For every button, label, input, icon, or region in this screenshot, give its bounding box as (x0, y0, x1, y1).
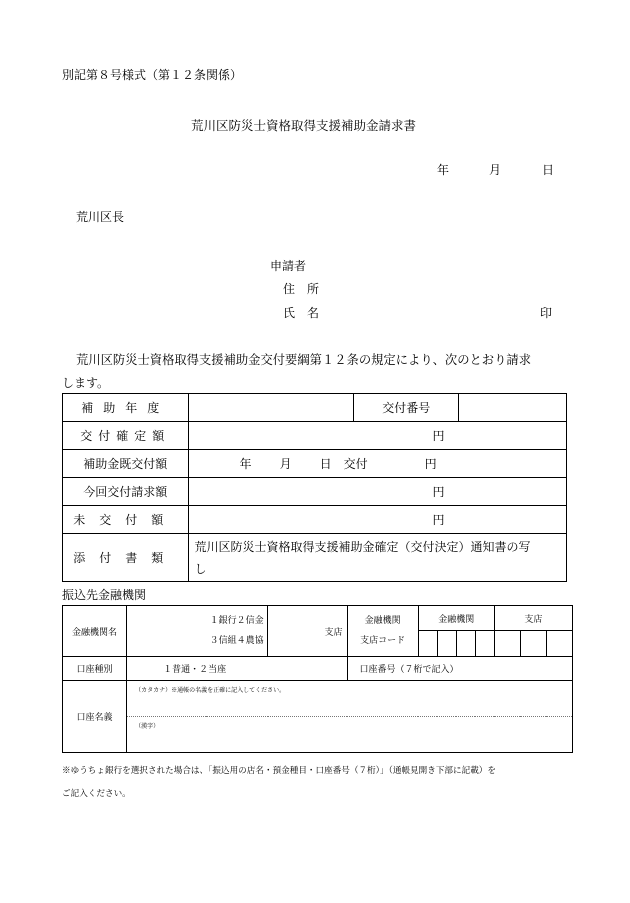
bank-table (62, 605, 573, 753)
branch-code-digit[interactable] (494, 631, 520, 657)
account-type-label: 口座種別 (63, 657, 127, 681)
account-no-field[interactable]: 口座番号（７桁で記入） (347, 657, 572, 681)
date-month: 月 (489, 163, 502, 177)
bank-code-header: 金融機関 (418, 606, 494, 631)
footnote-line2: ご記入ください。 (62, 789, 131, 799)
bank-code-digit[interactable] (456, 631, 475, 657)
grant-no-label: 交付番号 (354, 394, 459, 422)
name-label: 氏 名 (283, 306, 320, 320)
form-number: 別記第８号様式（第１２条関係） (62, 68, 243, 82)
unpaid-label: 未交付額 (63, 506, 189, 534)
request-text-line2: します。 (62, 376, 110, 390)
account-name-label: 口座名義 (63, 681, 127, 753)
attachments-label: 添付書類 (63, 534, 189, 582)
addressee: 荒川区長 (76, 210, 125, 224)
applicant-label: 申請者 (270, 259, 307, 273)
unpaid-field[interactable]: 円 (188, 506, 566, 534)
request-text-line1: 荒川区防災士資格取得支援補助金交付要綱第１２条の規定により、次のとおり請求 (76, 353, 531, 367)
bank-code-digit[interactable] (475, 631, 494, 657)
branch-code-digit[interactable] (546, 631, 572, 657)
bank-name-label: 金融機関名 (63, 606, 127, 657)
date-year: 年 (437, 163, 450, 177)
account-name-kanji-field[interactable]: （漢字） (127, 717, 573, 753)
already-paid-label: 補助金既交付額 (63, 450, 189, 478)
branch-field[interactable]: 支店 (268, 606, 347, 657)
fiscal-year-field[interactable] (188, 394, 354, 422)
confirmed-amount-field[interactable]: 円 (188, 422, 566, 450)
account-type-options[interactable]: １普通・２当座 (127, 657, 347, 681)
bank-code-digit[interactable] (437, 631, 456, 657)
fiscal-year-label: 補助年度 (63, 394, 189, 422)
bank-type-options: １銀行２信金 ３信組４農協 (206, 606, 268, 657)
grant-request-table (62, 393, 567, 582)
date-day: 日 (542, 163, 555, 177)
bank-code-digit[interactable] (418, 631, 437, 657)
confirmed-amount-label: 交付確定額 (63, 422, 189, 450)
already-paid-field[interactable]: 年 月 日 交付 円 (188, 450, 566, 478)
current-request-field[interactable]: 円 (188, 478, 566, 506)
bank-section-title: 振込先金融機関 (62, 588, 147, 602)
account-name-kana-field[interactable]: （カタカナ）※通帳の名義を正確に記入してください。 (127, 681, 573, 717)
grant-no-field[interactable] (459, 394, 567, 422)
branch-code-header: 支店 (494, 606, 572, 631)
page-title: 荒川区防災士資格取得支援補助金請求書 (191, 118, 417, 133)
address-label: 住 所 (283, 282, 320, 296)
seal-mark: 印 (540, 306, 553, 320)
branch-code-digit[interactable] (520, 631, 546, 657)
attachments-field: 荒川区防災士資格取得支援補助金確定（交付決定）通知書の写 し (188, 534, 566, 582)
footnote-line1: ※ゆうちょ銀行を選択された場合は、「振込用の店名・預金種目・口座番号（７桁）」（通帳見開き下部に記載）を (62, 766, 496, 776)
current-request-label: 今回交付請求額 (63, 478, 189, 506)
bank-name-field[interactable] (127, 606, 206, 657)
code-label: 金融機関 支店コード (347, 606, 418, 657)
